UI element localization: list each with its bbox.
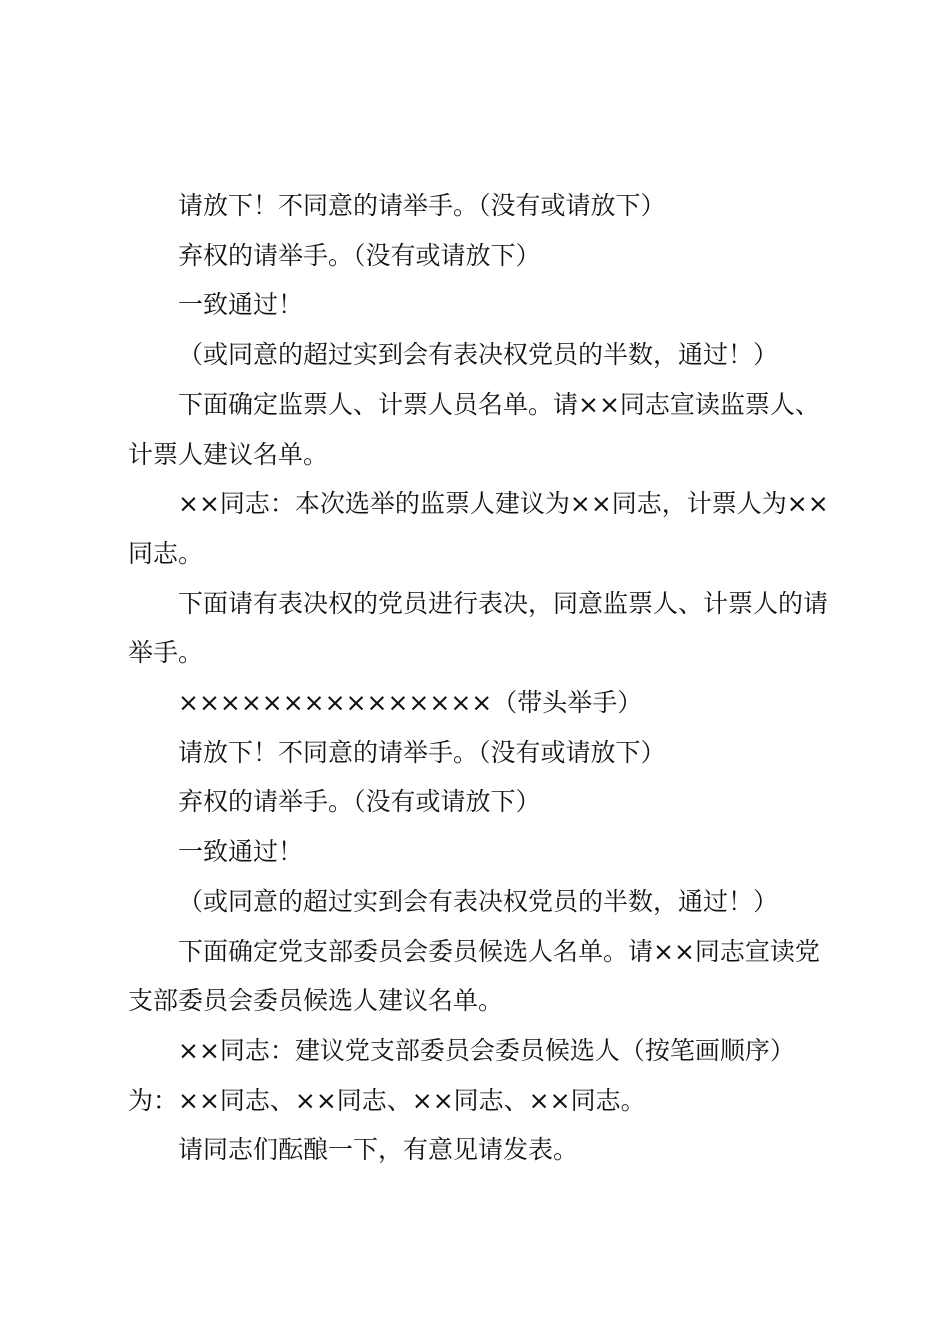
paragraph: 下面确定监票人、计票人员名单。请××同志宣读监票人、计票人建议名单。 bbox=[128, 389, 820, 469]
paragraph: 请同志们酝酿一下，有意见请发表。 bbox=[178, 1135, 579, 1165]
paragraph: （或同意的超过实到会有表决权党员的半数，通过！） bbox=[178, 340, 779, 370]
paragraph: ××同志：建议党支部委员会委员候选人（按笔画顺序）为：××同志、××同志、××同志、××同志。 bbox=[128, 1035, 795, 1115]
document-body bbox=[128, 181, 840, 1175]
paragraph: 弃权的请举手。（没有或请放下） bbox=[178, 787, 541, 817]
paragraph: ×××××××××××××××（带头举手） bbox=[178, 688, 643, 718]
paragraph: 请放下！不同意的请举手。（没有或请放下） bbox=[178, 191, 666, 220]
paragraph: 弃权的请举手。（没有或请放下） bbox=[178, 240, 541, 270]
paragraph: 下面确定党支部委员会委员候选人名单。请××同志宣读党支部委员会委员候选人建议名单。 bbox=[128, 936, 820, 1016]
paragraph: ××同志：本次选举的监票人建议为××同志，计票人为××同志。 bbox=[128, 489, 829, 568]
paragraph: 一致通过！ bbox=[178, 837, 304, 867]
paragraph: 请放下！不同意的请举手。（没有或请放下） bbox=[178, 737, 666, 767]
paragraph: （或同意的超过实到会有表决权党员的半数，通过！） bbox=[178, 886, 779, 916]
paragraph: 一致通过！ bbox=[178, 290, 304, 320]
paragraph: 下面请有表决权的党员进行表决，同意监票人、计票人的请举手。 bbox=[128, 588, 829, 668]
